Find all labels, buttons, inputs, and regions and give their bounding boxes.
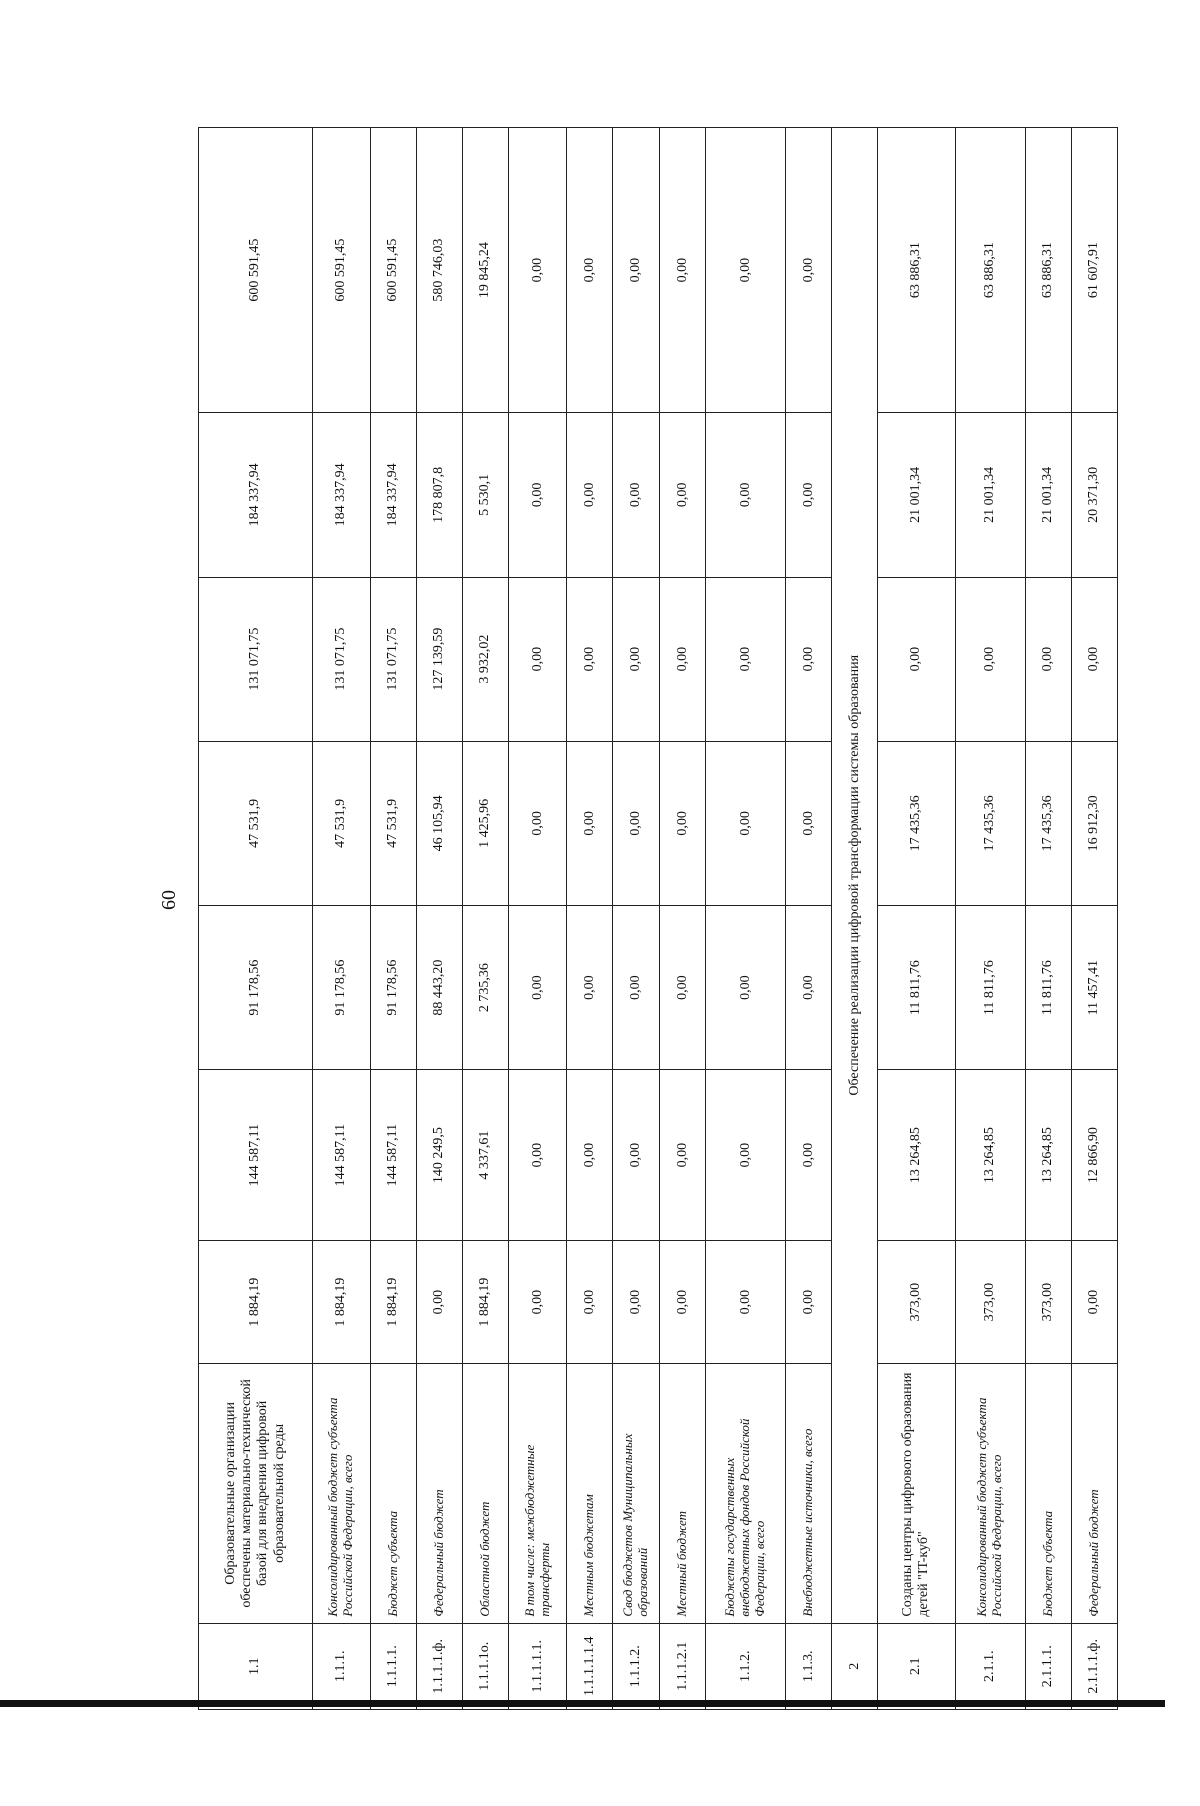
row-code: 2.1.1.1.ф.	[1071, 1623, 1117, 1709]
row-name: Свод бюджетов Муниципальных образований	[613, 1364, 660, 1623]
value-cell: 184 337,94	[199, 413, 313, 577]
value-cell: 0,00	[786, 906, 832, 1070]
value-cell: 13 264,85	[955, 1070, 1025, 1241]
value-cell: 0,00	[878, 577, 956, 741]
value-cell: 0,00	[786, 1070, 832, 1241]
row-code: 1.1.1.2.	[613, 1623, 660, 1709]
value-cell: 1 884,19	[370, 1241, 416, 1364]
table-row	[660, 128, 706, 1710]
row-code: 1.1.2.	[706, 1623, 786, 1709]
value-cell: 91 178,56	[312, 906, 370, 1070]
value-cell: 11 811,76	[955, 906, 1025, 1070]
row-name: Образовательные организации обеспечены материально-технической базой для внедрения цифровой образовательной среды	[199, 1364, 313, 1623]
value-cell: 0,00	[786, 577, 832, 741]
value-cell: 0,00	[786, 128, 832, 413]
value-cell: 0,00	[613, 1070, 660, 1241]
table-row	[613, 128, 660, 1710]
table-row	[416, 128, 462, 1710]
value-cell: 0,00	[786, 413, 832, 577]
row-code: 1.1.3.	[786, 1623, 832, 1709]
value-cell: 0,00	[509, 413, 567, 577]
value-cell: 184 337,94	[312, 413, 370, 577]
value-cell: 91 178,56	[370, 906, 416, 1070]
value-cell: 0,00	[706, 1241, 786, 1364]
value-cell: 13 264,85	[878, 1070, 956, 1241]
row-code: 1.1.1.1.1.4	[567, 1623, 613, 1709]
value-cell: 127 139,59	[416, 577, 462, 741]
row-code: 1.1.1.1.1.	[509, 1623, 567, 1709]
table-row	[462, 128, 508, 1710]
table-row	[199, 128, 313, 1710]
row-name: Бюджет субъекта	[370, 1364, 416, 1623]
value-cell: 600 591,45	[199, 128, 313, 413]
table-row	[786, 128, 832, 1710]
value-cell: 0,00	[660, 577, 706, 741]
table-row	[567, 128, 613, 1710]
bottom-rule	[0, 1700, 1165, 1707]
value-cell: 4 337,61	[462, 1070, 508, 1241]
row-name: Созданы центры цифрового образования детей "IT-куб"	[878, 1364, 956, 1623]
value-cell: 21 001,34	[1025, 413, 1071, 577]
table-row	[955, 128, 1025, 1710]
value-cell: 3 932,02	[462, 577, 508, 741]
value-cell: 16 912,30	[1071, 741, 1117, 905]
value-cell: 178 807,8	[416, 413, 462, 577]
value-cell: 91 178,56	[199, 906, 313, 1070]
value-cell: 0,00	[613, 906, 660, 1070]
value-cell: 144 587,11	[370, 1070, 416, 1241]
budget-table-container	[198, 127, 1118, 1710]
row-name: Областной бюджет	[462, 1364, 508, 1623]
value-cell: 17 435,36	[878, 741, 956, 905]
section-row	[832, 128, 878, 1710]
table-row	[878, 128, 956, 1710]
value-cell: 144 587,11	[199, 1070, 313, 1241]
row-code: 2.1.1.	[955, 1623, 1025, 1709]
value-cell: 600 591,45	[370, 128, 416, 413]
value-cell: 144 587,11	[312, 1070, 370, 1241]
value-cell: 1 884,19	[312, 1241, 370, 1364]
value-cell: 373,00	[1025, 1241, 1071, 1364]
row-code: 2.1.1.1.	[1025, 1623, 1071, 1709]
value-cell: 1 884,19	[199, 1241, 313, 1364]
value-cell: 47 531,9	[312, 741, 370, 905]
value-cell: 0,00	[509, 577, 567, 741]
value-cell: 5 530,1	[462, 413, 508, 577]
value-cell: 20 371,30	[1071, 413, 1117, 577]
value-cell: 2 735,36	[462, 906, 508, 1070]
value-cell: 1 884,19	[462, 1241, 508, 1364]
value-cell: 0,00	[567, 413, 613, 577]
value-cell: 0,00	[660, 906, 706, 1070]
value-cell: 0,00	[706, 741, 786, 905]
value-cell: 0,00	[786, 741, 832, 905]
value-cell: 61 607,91	[1071, 128, 1117, 413]
row-name: Консолидированный бюджет субъекта Российской Федерации, всего	[312, 1364, 370, 1623]
value-cell: 63 886,31	[878, 128, 956, 413]
value-cell: 0,00	[567, 741, 613, 905]
value-cell: 0,00	[786, 1241, 832, 1364]
row-name: Консолидированный бюджет субъекта Российской Федерации, всего	[955, 1364, 1025, 1623]
value-cell: 0,00	[567, 906, 613, 1070]
value-cell: 0,00	[567, 1241, 613, 1364]
value-cell: 19 845,24	[462, 128, 508, 413]
value-cell: 47 531,9	[370, 741, 416, 905]
value-cell: 0,00	[955, 577, 1025, 741]
value-cell: 184 337,94	[370, 413, 416, 577]
row-code: 1.1.1.1.	[370, 1623, 416, 1709]
value-cell: 0,00	[509, 741, 567, 905]
row-code: 1.1.1.	[312, 1623, 370, 1709]
value-cell: 0,00	[416, 1241, 462, 1364]
value-cell: 11 811,76	[878, 906, 956, 1070]
row-name: В том числе: межбюджетные трансферты	[509, 1364, 567, 1623]
value-cell: 1 425,96	[462, 741, 508, 905]
value-cell: 580 746,03	[416, 128, 462, 413]
value-cell: 0,00	[660, 413, 706, 577]
value-cell: 46 105,94	[416, 741, 462, 905]
value-cell: 17 435,36	[955, 741, 1025, 905]
value-cell: 0,00	[613, 741, 660, 905]
row-code: 1.1.1.1.ф.	[416, 1623, 462, 1709]
table-row	[312, 128, 370, 1710]
row-name: Местным бюджетам	[567, 1364, 613, 1623]
value-cell: 0,00	[660, 741, 706, 905]
row-code: 1.1.1.1о.	[462, 1623, 508, 1709]
value-cell: 373,00	[955, 1241, 1025, 1364]
value-cell: 0,00	[706, 906, 786, 1070]
value-cell: 0,00	[1071, 577, 1117, 741]
value-cell: 11 811,76	[1025, 906, 1071, 1070]
value-cell: 47 531,9	[199, 741, 313, 905]
value-cell: 12 866,90	[1071, 1070, 1117, 1241]
row-name: Федеральный бюджет	[416, 1364, 462, 1623]
row-name: Бюджет субъекта	[1025, 1364, 1071, 1623]
value-cell: 0,00	[509, 128, 567, 413]
value-cell: 63 886,31	[955, 128, 1025, 413]
value-cell: 0,00	[1025, 577, 1071, 741]
table-row	[370, 128, 416, 1710]
value-cell: 0,00	[706, 577, 786, 741]
value-cell: 131 071,75	[370, 577, 416, 741]
value-cell: 21 001,34	[955, 413, 1025, 577]
value-cell: 0,00	[509, 906, 567, 1070]
table-row	[1025, 128, 1071, 1710]
value-cell: 0,00	[509, 1241, 567, 1364]
value-cell: 63 886,31	[1025, 128, 1071, 413]
table-row	[706, 128, 786, 1710]
value-cell: 0,00	[509, 1070, 567, 1241]
value-cell: 0,00	[706, 1070, 786, 1241]
value-cell: 0,00	[567, 577, 613, 741]
page-number: 60	[158, 890, 180, 910]
row-name: Бюджеты государственных внебюджетных фондов Российской Федерации, всего	[706, 1364, 786, 1623]
value-cell: 17 435,36	[1025, 741, 1071, 905]
section-title: Обеспечение реализации цифровой трансформации системы образования	[832, 128, 878, 1624]
row-name: Внебюджетные источники, всего	[786, 1364, 832, 1623]
value-cell: 0,00	[706, 128, 786, 413]
value-cell: 131 071,75	[199, 577, 313, 741]
value-cell: 11 457,41	[1071, 906, 1117, 1070]
value-cell: 0,00	[660, 1070, 706, 1241]
value-cell: 0,00	[1071, 1241, 1117, 1364]
budget-table-body	[199, 128, 1118, 1710]
value-cell: 373,00	[878, 1241, 956, 1364]
value-cell: 0,00	[567, 1070, 613, 1241]
table-row	[509, 128, 567, 1710]
table-row	[1071, 128, 1117, 1710]
value-cell: 0,00	[613, 1241, 660, 1364]
value-cell: 0,00	[660, 128, 706, 413]
value-cell: 140 249,5	[416, 1070, 462, 1241]
value-cell: 0,00	[613, 413, 660, 577]
value-cell: 0,00	[660, 1241, 706, 1364]
value-cell: 0,00	[613, 128, 660, 413]
value-cell: 0,00	[567, 128, 613, 413]
row-code: 2.1	[878, 1623, 956, 1709]
value-cell: 13 264,85	[1025, 1070, 1071, 1241]
row-name: Местный бюджет	[660, 1364, 706, 1623]
value-cell: 88 443,20	[416, 906, 462, 1070]
row-code: 2	[832, 1623, 878, 1709]
value-cell: 0,00	[706, 413, 786, 577]
value-cell: 0,00	[613, 577, 660, 741]
value-cell: 131 071,75	[312, 577, 370, 741]
row-code: 1.1	[199, 1623, 313, 1709]
budget-table	[198, 127, 1118, 1710]
row-code: 1.1.1.2.1	[660, 1623, 706, 1709]
row-name: Федеральный бюджет	[1071, 1364, 1117, 1623]
value-cell: 21 001,34	[878, 413, 956, 577]
value-cell: 600 591,45	[312, 128, 370, 413]
